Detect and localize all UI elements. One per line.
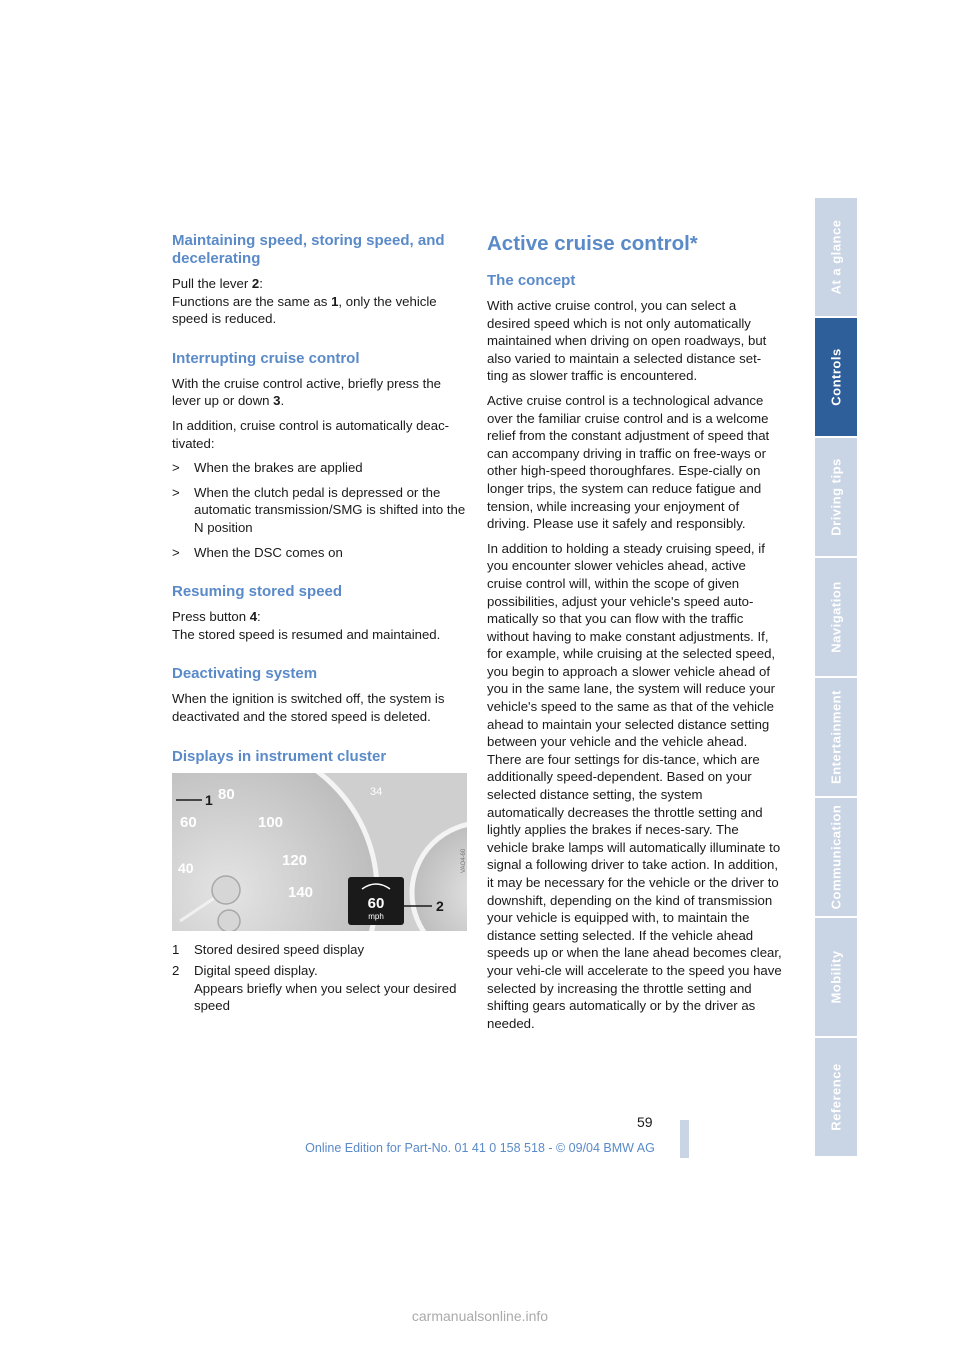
instrument-cluster-figure <box>172 773 467 931</box>
dial-label: 60 <box>180 813 197 831</box>
dial-label: 120 <box>282 851 308 869</box>
right-column <box>487 232 782 1039</box>
footer-text: Online Edition for Part-No. 01 41 0 158 518 - © 09/04 BMW AG <box>305 1141 655 1155</box>
heading-deactivating: Deactivating system <box>172 665 318 683</box>
heading-the-concept: The concept <box>487 272 576 289</box>
digital-speed-unit: mph <box>368 911 384 921</box>
text-interrupting-2: In addition, cruise control is automatically deac-tivated: <box>172 417 450 451</box>
tab-controls[interactable]: Controls <box>815 318 857 436</box>
legend-item: 2 Digital speed display. Appears briefly when you select your desired speed <box>172 963 457 1014</box>
text-deactivating: When the ignition is switched off, the system is deactivated and the stored speed is deleted. <box>172 691 445 724</box>
heading-maintaining: Maintaining speed, storing speed, and decelerating <box>172 232 445 267</box>
dial-label: 100 <box>258 813 284 831</box>
legend-item: 1 Stored desired speed display <box>172 941 365 957</box>
knob <box>218 910 240 931</box>
section-maintaining <box>172 232 467 328</box>
concept-paragraph: With active cruise control, you can select a desired speed which is not only automatically maintained when driving on open roadways, but also varied to maintain a selected distance set-ting as slower traffic is encountered. <box>487 298 767 384</box>
tab-mobility[interactable]: Mobility <box>815 918 857 1036</box>
section-resuming <box>172 583 467 643</box>
figure-code: VAO4-60 <box>461 848 467 873</box>
bullet-item: > When the DSC comes on <box>172 544 343 560</box>
dial-label: 80 <box>218 785 235 803</box>
dial-label: 140 <box>288 883 314 901</box>
tab-navigation[interactable]: Navigation <box>815 558 857 676</box>
tab-entertainment[interactable]: Entertainment <box>815 678 857 796</box>
dial-label: 40 <box>178 859 194 876</box>
section-displays <box>172 748 467 1015</box>
tab-reference[interactable]: Reference <box>815 1038 857 1156</box>
bullet-item: > When the clutch pedal is depressed or the automatic transmission/SMG is shifted into the N position <box>172 484 466 535</box>
tab-at-a-glance[interactable]: At a glance <box>815 198 857 316</box>
heading-displays: Displays in instrument cluster <box>172 747 387 765</box>
concept-paragraph: In addition to holding a steady cruising speed, if you encounter slower vehicles ahead, active cruise control will, within the scope of given possibilities, adjust your vehicle's speed auto-matically so that you can flow with the traffic without having to make constant adjustments. If, for example, while cruising at the selected speed, you begin to approach a slower vehicle ahead of you in the same lane, the system will reduce your vehicle's speed to the same as that of the vehicle ahead to maintain your selected distance setting between your vehicle and the vehicle ahead. There are four settings for dis-tance, which are additionally speed-dependent. Based on your selected distance setting, the system automatically decreases the throttle setting and lightly applies the brakes if neces-sary. The vehicle brake lamps will automatically illuminate to signal a following driver to take action. In addition, it may be necessary for the vehicle or the driver to downshift, depending on the kind of transmission your vehicle is equipped with, to maintain the distance setting selected. If the vehicle ahead speeds up or when the lane ahead becomes clear, your vehi-cle will accelerate to the speed you have selected by increasing the throttle setting and shifting gears automatically or by the driver as needed. <box>487 540 782 1031</box>
indicator-text: 34 <box>370 785 383 798</box>
callout-label-2: 2 <box>436 897 444 914</box>
watermark: carmanualsonline.info <box>411 1308 549 1324</box>
text-maintaining: Pull the lever 2: Functions are the same as 1, only the vehicle speed is reduced. <box>172 276 437 327</box>
heading-interrupting: Interrupting cruise control <box>172 349 360 367</box>
section-interrupting <box>172 350 467 561</box>
text-resuming: Press button 4: The stored speed is resumed and maintained. <box>172 609 441 642</box>
instrument-cluster-illustration <box>172 773 467 931</box>
concept-paragraph: Active cruise control is a technological advance over the familiar cruise control and is a welcome relief from the constant adjustment of speed that can accompany driving in traffic on free-ways or other high-speed thoroughfares. Espe-cially on longer trips, the system can reduce fatigue and tension, while increasing your enjoyment of driving. Please use it safely and responsibly. <box>487 392 770 532</box>
left-column <box>172 232 467 1019</box>
heading-active-cruise-control: Active cruise control* <box>487 232 698 255</box>
bullet-item: > When the brakes are applied <box>172 460 363 476</box>
needle-hub <box>212 876 240 904</box>
side-tab-nav <box>815 198 857 1158</box>
digital-speed-value: 60 <box>367 894 385 912</box>
section-deactivating <box>172 665 467 725</box>
heading-resuming: Resuming stored speed <box>172 583 343 601</box>
text-interrupting-1: With the cruise control active, briefly press the lever up or down 3. <box>172 375 441 409</box>
page-number: 59 <box>637 1114 653 1130</box>
tab-driving-tips[interactable]: Driving tips <box>815 438 857 556</box>
tab-communication[interactable]: Communication <box>815 798 857 916</box>
callout-label-1: 1 <box>205 791 213 808</box>
